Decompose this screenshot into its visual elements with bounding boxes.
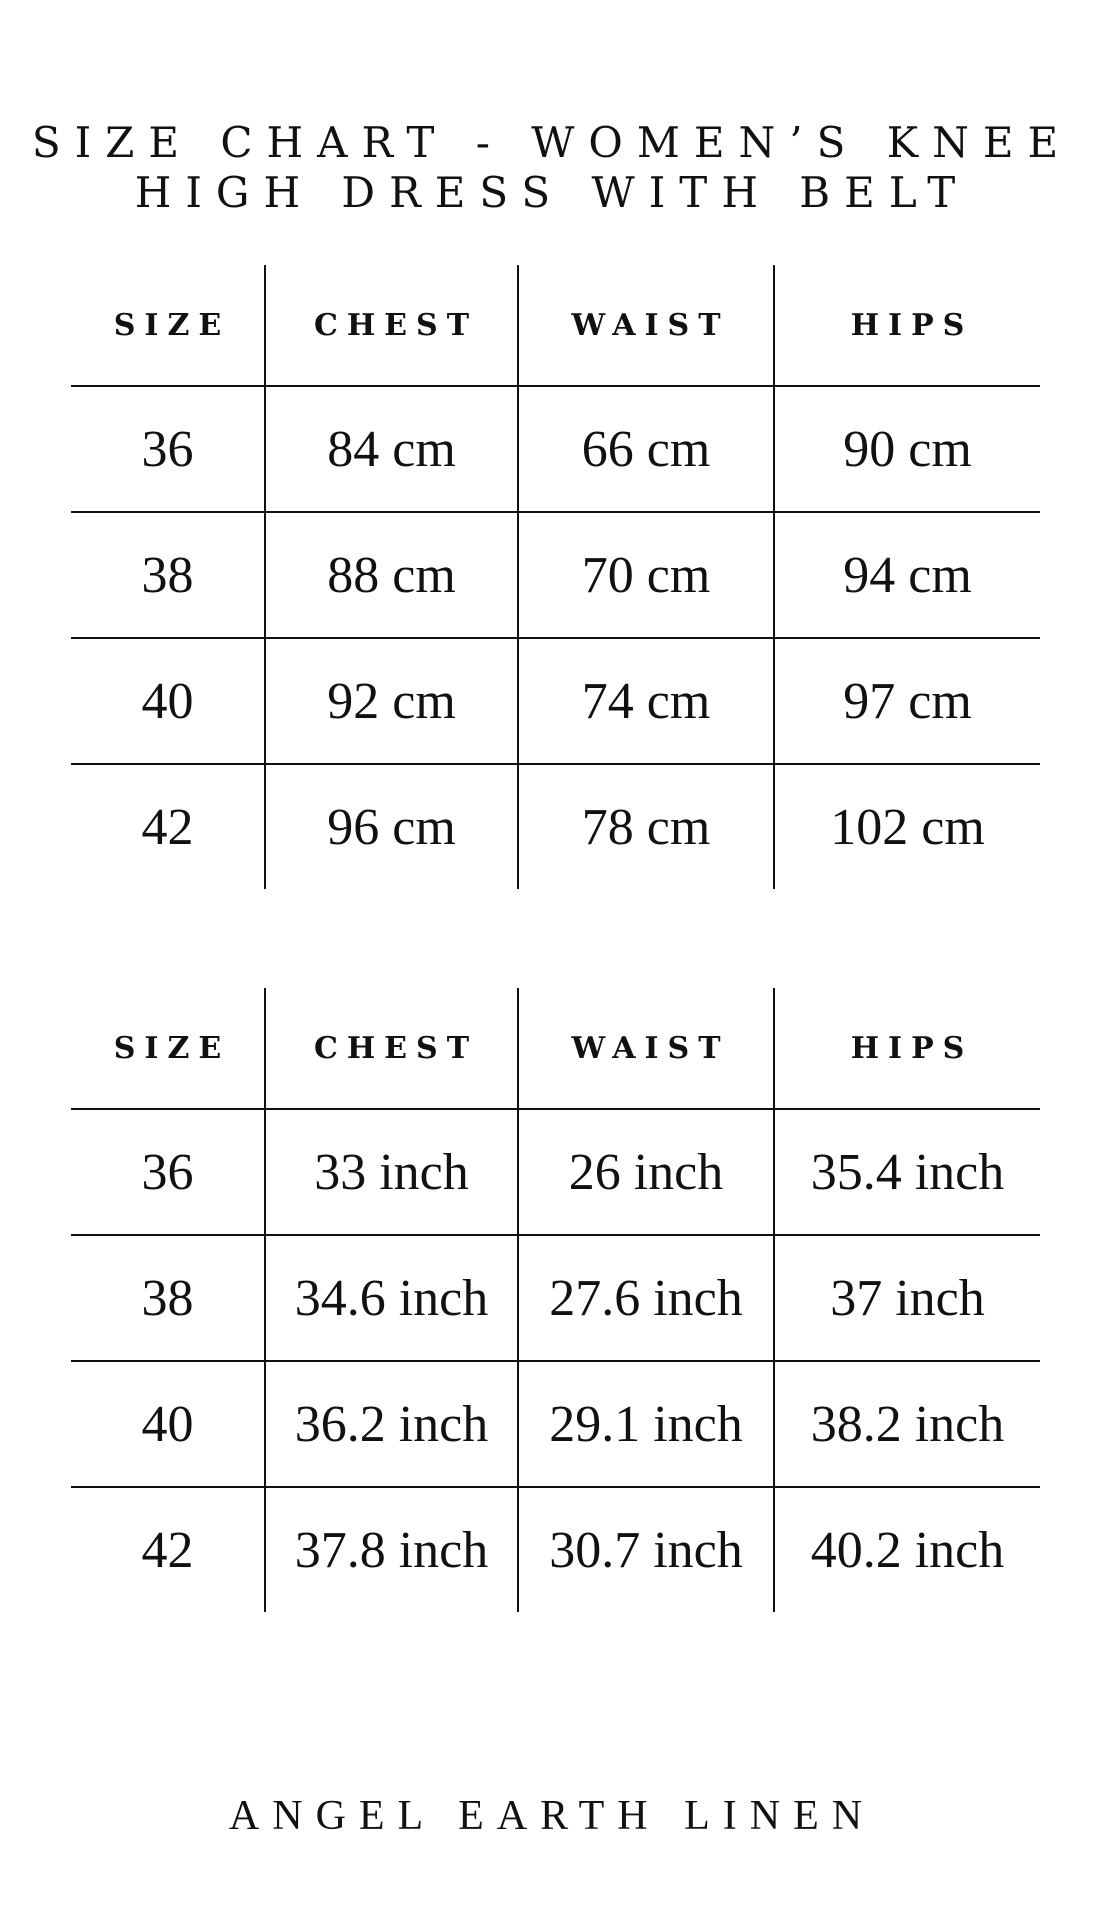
cell-chest: 84 cm xyxy=(265,386,518,512)
cell-hips: 38.2 inch xyxy=(774,1361,1040,1487)
title-line-2: HIGH DRESS WITH BELT xyxy=(134,167,970,217)
cell-chest: 33 inch xyxy=(265,1109,518,1235)
table-row xyxy=(71,1235,1040,1361)
cell-hips: 90 cm xyxy=(774,386,1040,512)
cell-size: 42 xyxy=(71,1487,265,1612)
cell-waist: 78 cm xyxy=(518,764,774,889)
size-table-inch xyxy=(71,988,1040,1612)
cell-waist: 30.7 inch xyxy=(518,1487,774,1612)
cell-size: 42 xyxy=(71,764,265,889)
cell-waist: 66 cm xyxy=(518,386,774,512)
table-row xyxy=(71,512,1040,638)
cell-hips: 37 inch xyxy=(774,1235,1040,1361)
table-row xyxy=(71,1487,1040,1612)
header-size: SIZE xyxy=(113,1030,231,1066)
cell-chest: 96 cm xyxy=(265,764,518,889)
table-header-row xyxy=(71,265,1040,386)
cell-hips: 97 cm xyxy=(774,638,1040,764)
page-title xyxy=(0,118,1104,217)
cell-size: 36 xyxy=(71,1109,265,1235)
cell-waist: 26 inch xyxy=(518,1109,774,1235)
header-chest: CHEST xyxy=(265,988,518,1109)
cell-size: 38 xyxy=(71,1235,265,1361)
header-waist: WAIST xyxy=(518,265,774,386)
cell-waist: 74 cm xyxy=(518,638,774,764)
size-table-cm xyxy=(71,265,1040,889)
table-row xyxy=(71,638,1040,764)
cell-size: 36 xyxy=(71,386,265,512)
cell-hips: 102 cm xyxy=(774,764,1040,889)
title-line-1: SIZE CHART - WOMEN’S KNEE xyxy=(31,118,1073,167)
cell-hips: 40.2 inch xyxy=(774,1487,1040,1612)
cell-size: 38 xyxy=(71,512,265,638)
header-hips: HIPS xyxy=(774,265,1040,386)
header-hips: HIPS xyxy=(774,988,1040,1109)
cell-size: 40 xyxy=(71,1361,265,1487)
cell-chest: 37.8 inch xyxy=(265,1487,518,1612)
header-waist: WAIST xyxy=(518,988,774,1109)
header-size: SIZE xyxy=(113,307,231,343)
cell-chest: 88 cm xyxy=(265,512,518,638)
cell-waist: 27.6 inch xyxy=(518,1235,774,1361)
cell-chest: 92 cm xyxy=(265,638,518,764)
table-header-row xyxy=(71,988,1040,1109)
table-row xyxy=(71,1109,1040,1235)
cell-hips: 35.4 inch xyxy=(774,1109,1040,1235)
cell-waist: 70 cm xyxy=(518,512,774,638)
cell-waist: 29.1 inch xyxy=(518,1361,774,1487)
cell-chest: 36.2 inch xyxy=(265,1361,518,1487)
table-row xyxy=(71,1361,1040,1487)
cell-size: 40 xyxy=(71,638,265,764)
cell-hips: 94 cm xyxy=(774,512,1040,638)
table-row xyxy=(71,386,1040,512)
cell-chest: 34.6 inch xyxy=(265,1235,518,1361)
brand-name: ANGEL EARTH LINEN xyxy=(228,1793,876,1839)
header-chest: CHEST xyxy=(265,265,518,386)
table-row xyxy=(71,764,1040,889)
